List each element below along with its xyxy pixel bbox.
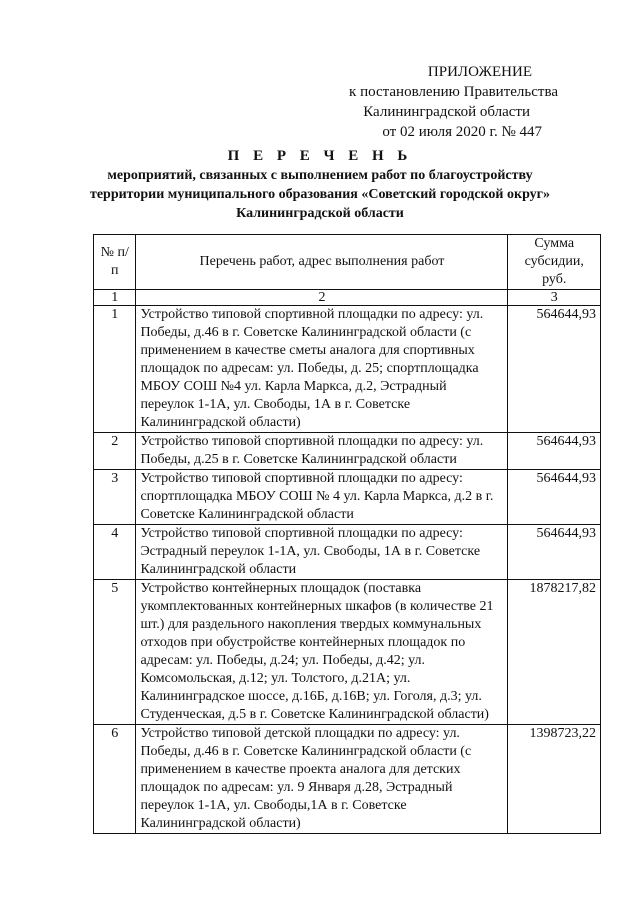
row-number: 5 (94, 580, 136, 725)
col-number-2: 2 (136, 290, 508, 306)
header-sum: Сумма субсидии, руб. (508, 235, 601, 290)
header-works: Перечень работ, адрес выполнения работ (136, 235, 508, 290)
col-number-3: 3 (508, 290, 601, 306)
appendix-line-date: от 02 июля 2020 г. № 447 (382, 124, 542, 140)
row-text: Устройство контейнерных площадок (поставка укомплектованных контейнерных шкафов (в количестве 21 шт.) для раздельного накопления твердых коммунальных отходов при обустройстве контейнерных площадок по адресам: ул. Победы, д.24; ул. Победы, д.42; ул. Комсомольская, д.12; ул. Толстого, д.21А; ул. Калининградское шоссе, д.16Б, д.16В; ул. Гоголя, д.3; ул. Студенческая, д.5 в г. Советске Калининградской области) (136, 580, 508, 725)
document-heading (60, 146, 580, 223)
heading-line-3: Калининградской области (236, 206, 404, 221)
row-sum: 564644,93 (508, 525, 601, 580)
row-text: Устройство типовой детской площадки по адресу: ул. Победы, д.46 в г. Советске Калининградской области (с применением в качестве проекта аналога для детских площадок по адресам: ул. 9 Января д.28, Эстрадный переулок 1-1А, ул. Свободы,1А в г. Советске Калининградской области) (136, 725, 508, 834)
heading-line-2: территории муниципального образования «Советский городской округ» (89, 187, 551, 202)
table-header-row (94, 235, 601, 290)
row-number: 1 (94, 306, 136, 433)
header-number: № п/п (94, 235, 136, 290)
row-number: 3 (94, 470, 136, 525)
heading-line-1: мероприятий, связанных с выполнением работ по благоустройству (107, 168, 533, 183)
row-text: Устройство типовой спортивной площадки по адресу: ул. Победы, д.25 в г. Советске Калининградской области (136, 433, 508, 470)
works-table (93, 234, 601, 834)
table-row (94, 580, 601, 725)
appendix-line-decree: к постановлению Правительства (349, 84, 558, 100)
row-sum: 564644,93 (508, 470, 601, 525)
appendix-title: ПРИЛОЖЕНИЕ (427, 64, 532, 80)
appendix-line-region: Калининградской области (363, 104, 530, 120)
row-number: 6 (94, 725, 136, 834)
table-row (94, 306, 601, 433)
table-row (94, 525, 601, 580)
table-row (94, 470, 601, 525)
row-sum: 564644,93 (508, 433, 601, 470)
column-number-row (94, 290, 601, 306)
row-sum: 1398723,22 (508, 725, 601, 834)
row-text: Устройство типовой спортивной площадки по адресу: спортплощадка МБОУ СОШ № 4 ул. Карла Маркса, д.2 в г. Советске Калининградской области (136, 470, 508, 525)
row-number: 4 (94, 525, 136, 580)
row-text: Устройство типовой спортивной площадки по адресу: ул. Победы, д.46 в г. Советске Калининградской области (с применением в качестве сметы аналога для спортивных площадок по адресам: ул. Победы, д. 25; спортплощадка МБОУ СОШ №4 ул. Карла Маркса, д.2, Эстрадный переулок 1-1А, ул. Свободы, 1А в г. Советске Калининградской области) (136, 306, 508, 433)
row-text: Устройство типовой спортивной площадки по адресу: Эстрадный переулок 1-1А, ул. Свободы, 1А в г. Советске Калининградской области (136, 525, 508, 580)
document-title: П Е Р Е Ч Е Н Ь (227, 148, 413, 164)
col-number-1: 1 (94, 290, 136, 306)
appendix-block (278, 62, 558, 142)
table-row (94, 725, 601, 834)
row-sum: 564644,93 (508, 306, 601, 433)
table-row (94, 433, 601, 470)
row-number: 2 (94, 433, 136, 470)
row-sum: 1878217,82 (508, 580, 601, 725)
